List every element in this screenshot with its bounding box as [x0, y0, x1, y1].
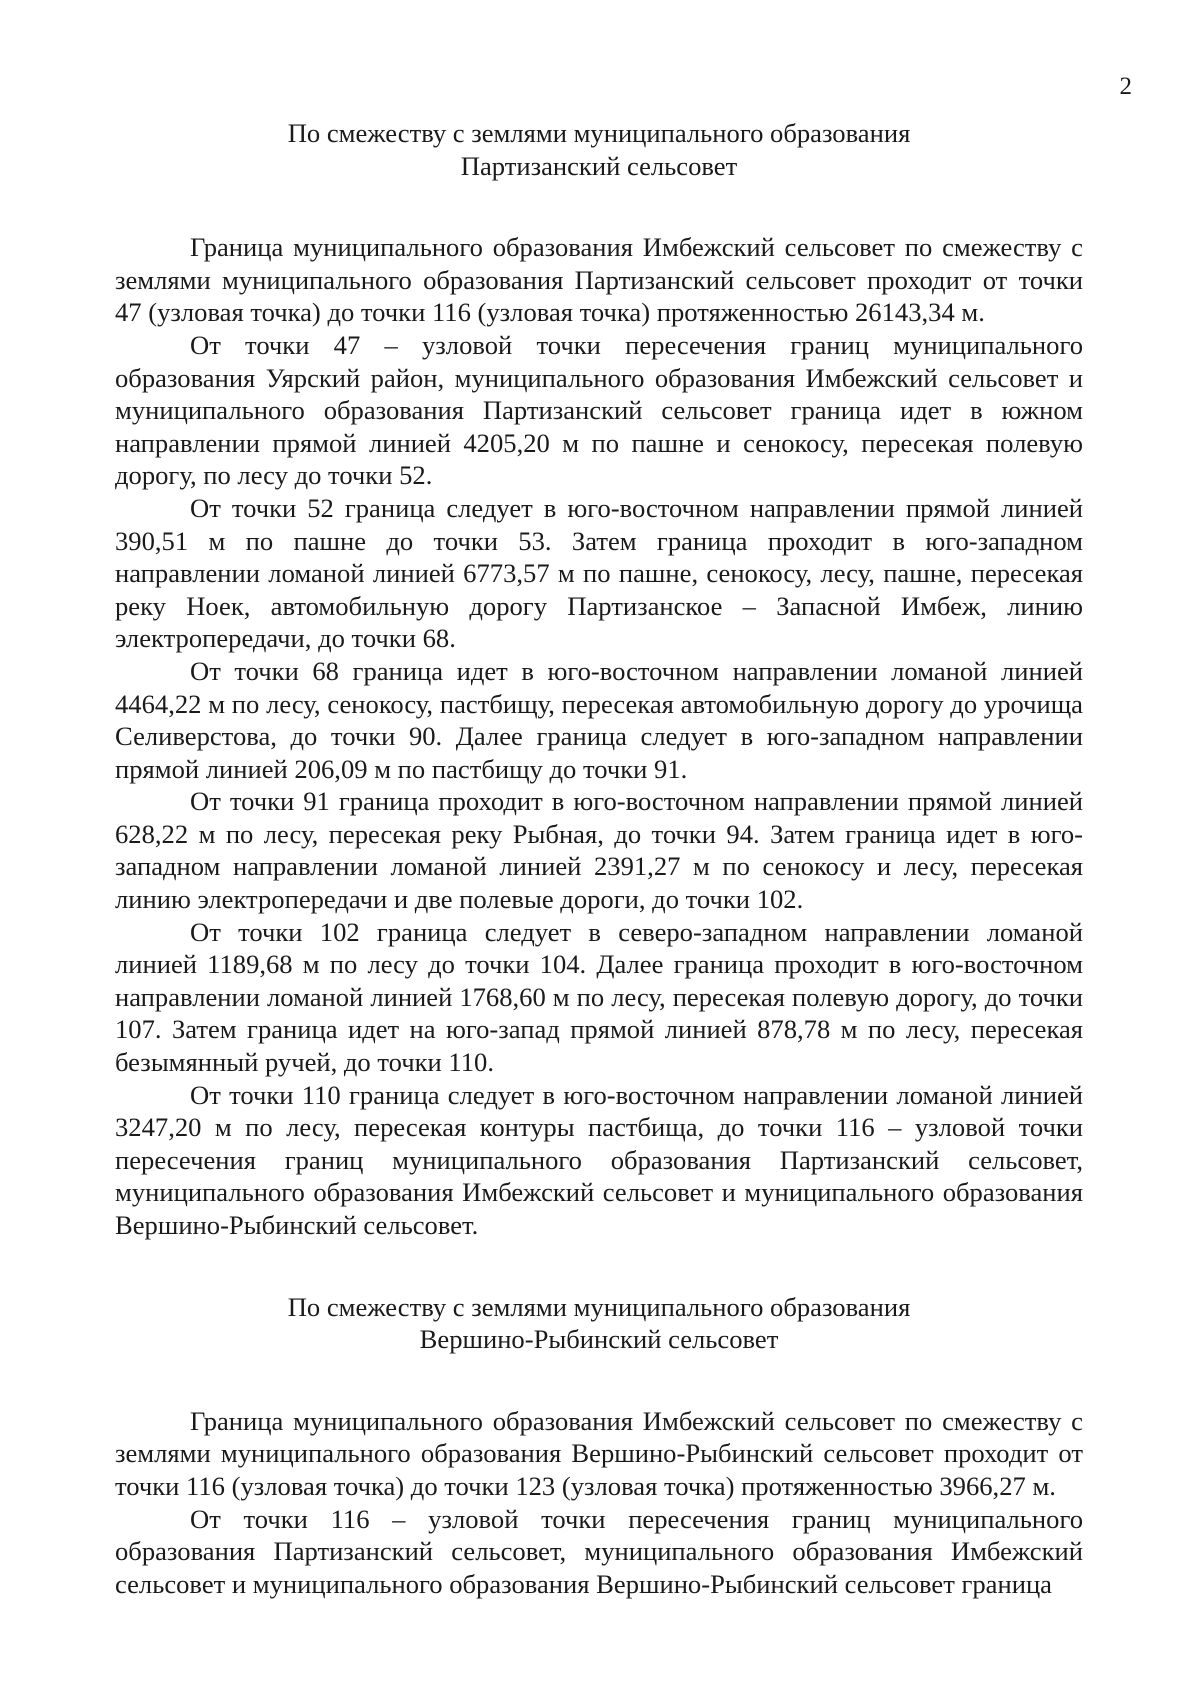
section-partizansky [115, 117, 1083, 1242]
paragraph: От точки 68 граница идет в юго-восточном направлении ломаной линией 4464,22 м по лесу, сенокосу, пастбищу, пересекая автомобильную дорогу до урочища Селиверстова, до точки 90. Далее граница следует в юго-западном направлении прямой линией 206,09 м по пастбищу до точки 91. [115, 655, 1083, 784]
paragraph: Граница муниципального образования Имбежский сельсовет по смежеству с землями муниципального образования Партизанский сельсовет проходит от точки 47 (узловая точка) до точки 116 (узловая точка) протяженностью 26143,34 м. [115, 232, 1083, 328]
page-number: 2 [1119, 73, 1132, 100]
section-heading [115, 117, 1083, 182]
section-heading [115, 1291, 1083, 1356]
paragraph: От точки 52 граница следует в юго-восточном направлении прямой линией 390,51 м по пашне до точки 53. Затем граница проходит в юго-западном направлении ломаной линией 6773,57 м по пашне, сенокосу, лесу, пашне, пересекая реку Ноек, автомобильную дорогу Партизанское – Запасной Имбеж, линию электропередачи, до точки 68. [115, 492, 1083, 654]
section-heading-line: По смежеству с землями муниципального образования [287, 1291, 911, 1322]
document-body [115, 117, 1083, 1600]
section-vershino-rybinsky [115, 1291, 1083, 1601]
paragraph: От точки 47 – узловой точки пересечения границ муниципального образования Уярский район, муниципального образования Имбежский сельсовет и муниципального образования Партизанский сельсовет граница идет в южном направлении прямой линией 4205,20 м по пашне и сенокосу, пересекая полевую дорогу, по лесу до точки 52. [115, 329, 1083, 491]
paragraph: От точки 116 – узловой точки пересечения границ муниципального образования Партизанский сельсовет, муниципального образования Имбежский сельсовет и муниципального образования Вершино-Рыбинский сельсовет граница [115, 1503, 1083, 1599]
section-heading-line: По смежеству с землями муниципального образования [287, 118, 911, 148]
paragraph: От точки 102 граница следует в северо-западном направлении ломаной линией 1189,68 м по лесу до точки 104. Далее граница проходит в юго-восточном направлении ломаной линией 1768,60 м по лесу, пересекая полевую дорогу, до точки 107. Затем граница идет на юго-запад прямой линией 878,78 м по лесу, пересекая безымянный ручей, до точки 110. [115, 916, 1083, 1078]
section-heading-line: Вершино-Рыбинский сельсовет [419, 1324, 779, 1355]
paragraph: От точки 91 граница проходит в юго-восточном направлении прямой линией 628,22 м по лесу, пересекая реку Рыбная, до точки 94. Затем граница идет в юго-западном направлении ломаной линией 2391,27 м по сенокосу и лесу, пересекая линию электропередачи и две полевые дороги, до точки 102. [115, 786, 1083, 915]
paragraph: Граница муниципального образования Имбежский сельсовет по смежеству с землями муниципального образования Вершино-Рыбинский сельсовет проходит от точки 116 (узловая точка) до точки 123 (узловая точка) протяженностью 3966,27 м. [115, 1405, 1083, 1501]
section-heading-line: Партизанский сельсовет [460, 150, 738, 181]
paragraph: От точки 110 граница следует в юго-восточном направлении ломаной линией 3247,20 м по лесу, пересекая контуры пастбища, до точки 116 – узловой точки пересечения границ муниципального образования Партизанский сельсовет, муниципального образования Имбежский сельсовет и муниципального образования Вершино-Рыбинский сельсовет. [115, 1079, 1083, 1240]
